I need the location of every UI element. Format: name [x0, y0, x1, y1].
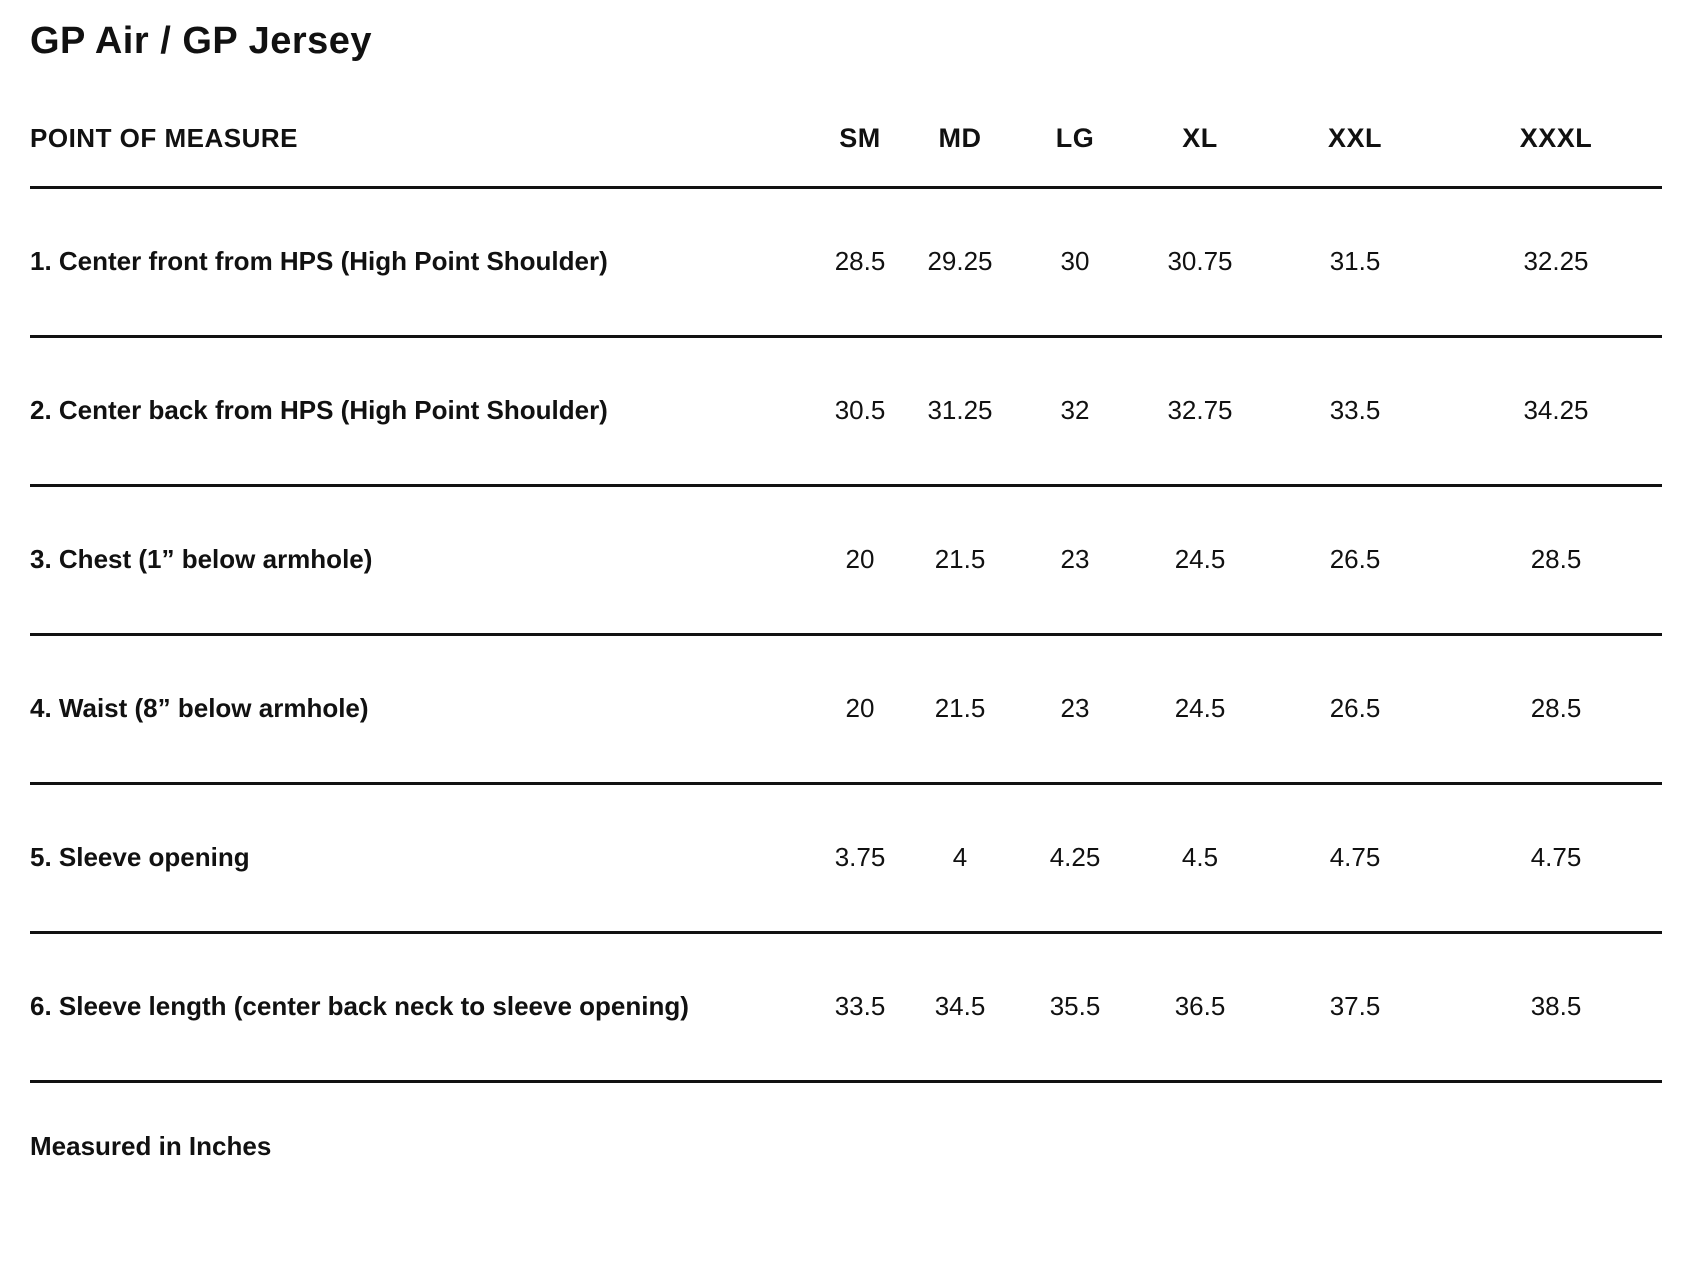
size-value-xl: 24.5 [1174, 693, 1226, 724]
column-header-sm: SM [839, 123, 881, 154]
size-value-lg: 35.5 [1049, 991, 1101, 1022]
size-value-sm: 20 [845, 693, 875, 724]
table-row [30, 189, 1662, 338]
table-row [30, 338, 1662, 487]
page-title: GP Air / GP Jersey [30, 20, 373, 62]
size-value-lg: 4.25 [1049, 842, 1101, 873]
size-value-md: 29.25 [927, 246, 993, 277]
size-value-md: 34.5 [934, 991, 986, 1022]
measure-label: 2. Center back from HPS (High Point Shoulder) [30, 395, 608, 426]
table-row [30, 636, 1662, 785]
size-value-xxl: 37.5 [1329, 991, 1381, 1022]
size-value-xxxl: 28.5 [1530, 693, 1582, 724]
size-value-md: 4 [952, 842, 968, 873]
table-row [30, 934, 1662, 1083]
table-footnote: Measured in Inches [30, 1130, 272, 1161]
size-value-xxl: 31.5 [1329, 246, 1381, 277]
size-value-xxl: 26.5 [1329, 544, 1381, 575]
size-value-md: 31.25 [927, 395, 993, 426]
measure-label: 4. Waist (8” below armhole) [30, 693, 369, 724]
size-value-xl: 36.5 [1174, 991, 1226, 1022]
table-row [30, 487, 1662, 636]
column-header-md: MD [938, 123, 982, 154]
size-value-sm: 3.75 [834, 842, 886, 873]
size-value-md: 21.5 [934, 693, 986, 724]
size-value-xxl: 26.5 [1329, 693, 1381, 724]
size-value-sm: 20 [845, 544, 875, 575]
size-value-lg: 30 [1060, 246, 1090, 277]
measure-label: 6. Sleeve length (center back neck to sleeve opening) [30, 991, 689, 1022]
column-header-xl: XL [1182, 123, 1218, 154]
size-value-lg: 23 [1060, 693, 1090, 724]
measure-label: 3. Chest (1” below armhole) [30, 544, 373, 575]
size-value-xxl: 33.5 [1329, 395, 1381, 426]
size-value-xxxl: 32.25 [1523, 246, 1589, 277]
table-row [30, 785, 1662, 934]
table-header-row [30, 92, 1662, 189]
size-value-lg: 32 [1060, 395, 1090, 426]
column-header-xxl: XXL [1327, 123, 1382, 154]
size-value-xl: 30.75 [1167, 246, 1233, 277]
size-value-xxxl: 38.5 [1530, 991, 1582, 1022]
size-value-lg: 23 [1060, 544, 1090, 575]
size-value-xxxl: 4.75 [1530, 842, 1582, 873]
column-header-point-of-measure: POINT OF MEASURE [30, 123, 299, 154]
size-value-sm: 30.5 [834, 395, 886, 426]
size-value-xl: 4.5 [1181, 842, 1219, 873]
size-value-xxxl: 28.5 [1530, 544, 1582, 575]
size-value-md: 21.5 [934, 544, 986, 575]
size-value-xxxl: 34.25 [1523, 395, 1589, 426]
size-value-xl: 24.5 [1174, 544, 1226, 575]
size-value-xl: 32.75 [1167, 395, 1233, 426]
size-chart-table [30, 92, 1662, 1083]
size-value-sm: 33.5 [834, 991, 886, 1022]
size-value-xxl: 4.75 [1329, 842, 1381, 873]
measure-label: 1. Center front from HPS (High Point Shoulder) [30, 246, 608, 277]
column-header-lg: LG [1055, 123, 1095, 154]
column-header-xxxl: XXXL [1519, 123, 1593, 154]
measure-label: 5. Sleeve opening [30, 842, 250, 873]
size-value-sm: 28.5 [834, 246, 886, 277]
